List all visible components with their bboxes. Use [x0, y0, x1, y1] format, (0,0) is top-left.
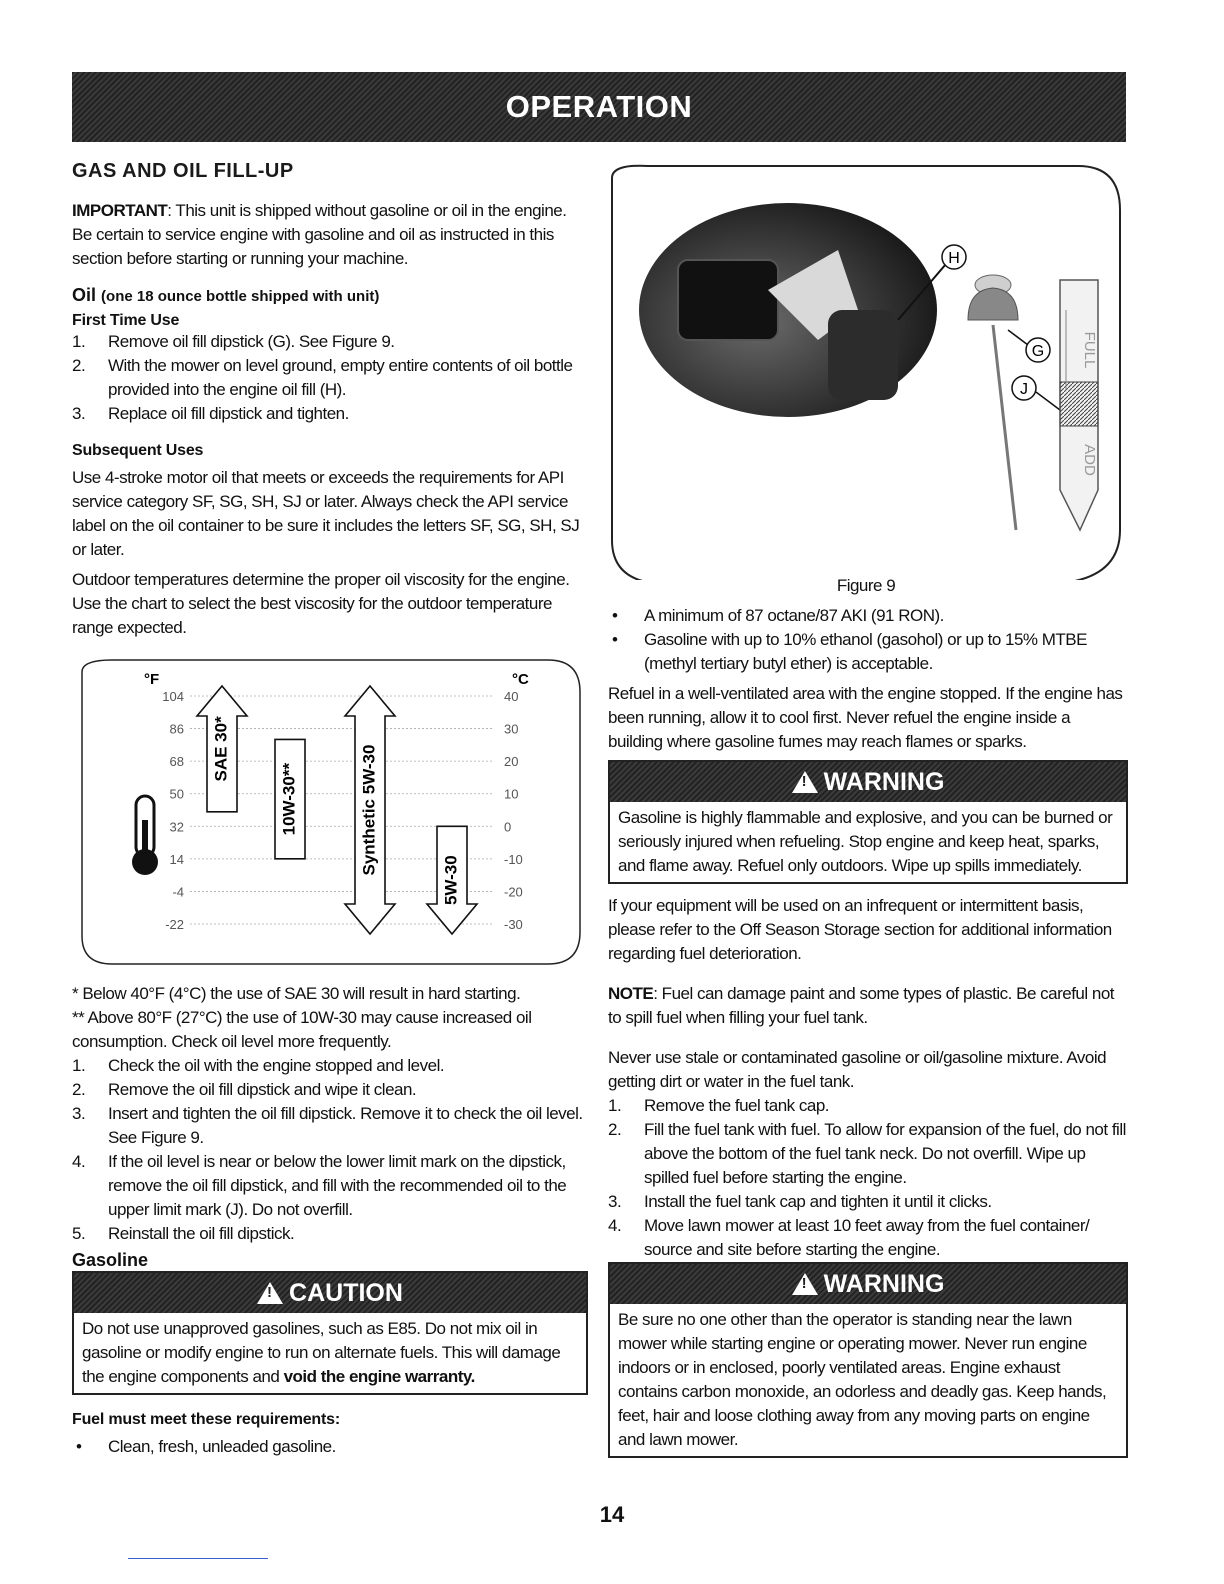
- bullet-text: Clean, fresh, unleaded gasoline.: [108, 1437, 336, 1456]
- step-text: Fill the fuel tank with fuel. To allow for expansion of the fuel, do not fill above the bottom of the fuel tank neck. Do not overfill. Wipe up spilled fuel before starting the engine.: [644, 1120, 1126, 1187]
- footnote-2: ** Above 80°F (27°C) the use of 10W-30 may cause increased oil consumption. Check oil level more frequently.: [72, 1008, 532, 1051]
- list-item: [72, 354, 588, 402]
- first-time-steps: [72, 330, 588, 426]
- c-tick-label: 40: [504, 689, 519, 704]
- list-item: [608, 1118, 1128, 1190]
- callout-j-label: J: [1020, 381, 1028, 398]
- subsequent-paragraph-1: Use 4-stroke motor oil that meets or exceeds the requirements for API service category SF, SG, SH, SJ or later. Always check the API service label on the oil container to be sure it includes the letters SF, SG, SH, SJ or later.: [72, 468, 580, 559]
- bullet-text: Gasoline with up to 10% ethanol (gasohol) or up to 15% MTBE (methyl tertiary butyl ether) is acceptable.: [644, 630, 1087, 673]
- callout-h-label: H: [948, 250, 960, 267]
- viscosity-bar-label: Synthetic 5W-30: [359, 744, 379, 876]
- oil-fill-port: [828, 310, 898, 400]
- list-item: [72, 330, 588, 354]
- step-text: Remove the fuel tank cap.: [644, 1096, 830, 1115]
- list-item: [72, 1078, 588, 1102]
- step-number: 3.: [72, 404, 86, 423]
- warning-head-label-2: WARNING: [823, 1269, 945, 1298]
- banner-title: OPERATION: [505, 89, 693, 124]
- warning-triangle-icon: [792, 771, 818, 793]
- c-tick-label: -20: [504, 884, 523, 900]
- page-number: 14: [599, 1502, 625, 1527]
- bullet-text: A minimum of 87 octane/87 AKI (91 RON).: [644, 606, 944, 625]
- c-tick-label: 30: [504, 721, 519, 737]
- f-tick-label: 50: [169, 786, 184, 802]
- important-label: IMPORTANT: [72, 201, 168, 220]
- c-tick-label: 0: [504, 819, 512, 835]
- gasoline-title: Gasoline: [72, 1250, 149, 1270]
- caution-box: [72, 1271, 588, 1395]
- caution-text-bold: void the engine warranty.: [283, 1367, 475, 1386]
- f-tick-label: -22: [165, 917, 184, 932]
- f-tick-label: -4: [172, 884, 184, 900]
- list-item: [608, 1214, 1128, 1262]
- left-column: [72, 160, 588, 1459]
- step-number: 1.: [72, 1056, 86, 1075]
- warning-triangle-icon: [792, 1273, 818, 1295]
- footer-rule: [128, 1558, 268, 1559]
- figure-caption: Figure 9: [836, 576, 896, 595]
- step-text: Remove the oil fill dipstick and wipe it clean.: [108, 1080, 417, 1099]
- bullet-icon: •: [76, 1437, 82, 1456]
- caution-header: [74, 1273, 586, 1313]
- warning-box-2: [608, 1262, 1128, 1458]
- oil-viscosity-chart: [72, 652, 588, 972]
- chart-svg: [72, 652, 588, 972]
- list-item: [72, 1054, 588, 1078]
- step-text: Replace oil fill dipstick and tighten.: [108, 404, 349, 423]
- c-unit-label: °C: [512, 671, 529, 688]
- dipstick-full-label: FULL: [1081, 331, 1098, 369]
- list-item: [72, 1102, 588, 1150]
- viscosity-bar-label: 10W-30**: [279, 762, 299, 836]
- warning-head-label-1: WARNING: [823, 767, 945, 796]
- c-tick-label: 10: [504, 786, 519, 802]
- f-tick-label: 14: [169, 851, 184, 867]
- step-number: 2.: [608, 1120, 622, 1139]
- caution-text: [82, 1317, 578, 1389]
- f-tick-label: 68: [169, 754, 184, 770]
- list-item: [608, 604, 1128, 628]
- list-item: [608, 1094, 1128, 1118]
- f-unit-label: °F: [144, 671, 160, 688]
- callout-g-label: G: [1031, 343, 1045, 360]
- oil-title: [72, 285, 588, 306]
- viscosity-bar-label: SAE 30*: [211, 716, 231, 782]
- step-number: 4.: [72, 1152, 86, 1171]
- warning-text-2: Be sure no one other than the operator is standing near the lawn mower while starting engine or operating mower. Never run engine indoors or in enclosed, poorly ventilated areas. Engine exhaust contains carbon monoxide, an odorless and deadly gas. Keep hands, feet, hair and loose clothing away from any moving parts on engine and lawn mower.: [618, 1310, 1107, 1449]
- stale-fuel-paragraph: Never use stale or contaminated gasoline or oil/gasoline mixture. Avoid getting dirt or water in the fuel tank.: [608, 1048, 1107, 1091]
- list-item: [72, 1150, 588, 1222]
- viscosity-bar-label: 5W-30: [441, 855, 461, 906]
- figure-9: [608, 160, 1124, 580]
- step-number: 1.: [72, 332, 86, 351]
- step-number: 4.: [608, 1216, 622, 1235]
- step-text: Check the oil with the engine stopped and level.: [108, 1056, 445, 1075]
- warning-text-1: Gasoline is highly flammable and explosive, and you can be burned or seriously injured when refueling. Stop engine and keep heat, sparks, and flame away. Refuel only outdoors. Wipe up spills immediately.: [618, 808, 1113, 875]
- footnote-1: * Below 40°F (4°C) the use of SAE 30 will result in hard starting.: [72, 984, 521, 1003]
- figure-9-illustration: [608, 160, 1124, 580]
- warning-header-2: [610, 1264, 1126, 1304]
- step-number: 5.: [72, 1224, 86, 1243]
- list-item: [608, 1190, 1128, 1214]
- note-text: : Fuel can damage paint and some types of plastic. Be careful not to spill fuel when filling your fuel tank.: [608, 984, 1115, 1027]
- step-text: If the oil level is near or below the lower limit mark on the dipstick, remove the oil fill dipstick, and fill with the recommended oil to the upper limit mark (J). Do not overfill.: [108, 1152, 567, 1219]
- fueling-steps: [608, 1094, 1128, 1262]
- fuel-requirements-title: Fuel must meet these requirements:: [72, 1411, 340, 1428]
- list-item: [72, 1435, 588, 1459]
- warning-box-1: [608, 760, 1128, 884]
- f-tick-label: 86: [169, 721, 184, 737]
- subsequent-title: Subsequent Uses: [72, 442, 204, 459]
- check-oil-steps: [72, 1054, 588, 1246]
- important-text: : This unit is shipped without gasoline or oil in the engine. Be certain to service engine with gasoline and oil as instructed in this section before starting or running your machine.: [72, 201, 567, 268]
- step-number: 3.: [608, 1192, 622, 1211]
- caution-text-main: Do not use unapproved gasolines, such as E85. Do not mix oil in gasoline or modify engine to run on alternate fuels. This will damage the engine components and: [82, 1319, 561, 1386]
- step-number: 2.: [72, 356, 86, 375]
- list-item: [72, 402, 588, 426]
- bullet-icon: •: [612, 630, 618, 649]
- step-text: Insert and tighten the oil fill dipstick. Remove it to check the oil level. See Figure 9.: [108, 1104, 583, 1147]
- step-text: With the mower on level ground, empty entire contents of oil bottle provided into the engine oil fill (H).: [108, 356, 573, 399]
- step-number: 2.: [72, 1080, 86, 1099]
- step-text: Install the fuel tank cap and tighten it until it clicks.: [644, 1192, 992, 1211]
- refuel-paragraph: Refuel in a well-ventilated area with the engine stopped. If the engine has been running, allow it to cool first. Never refuel the engine inside a building where gasoline fumes may reach flames or sparks.: [608, 684, 1123, 751]
- oil-title-text: Oil: [72, 285, 97, 305]
- c-tick-label: -30: [504, 917, 523, 932]
- list-item: [608, 628, 1128, 676]
- step-text: Remove oil fill dipstick (G). See Figure 9.: [108, 332, 395, 351]
- gasoline-bullets: [608, 604, 1128, 676]
- list-item: [72, 1222, 588, 1246]
- oil-note: (one 18 ounce bottle shipped with unit): [101, 288, 380, 305]
- f-tick-label: 104: [162, 689, 184, 704]
- warning-triangle-icon: [257, 1282, 283, 1304]
- step-text: Move lawn mower at least 10 feet away from the fuel container/ source and site before starting the engine.: [644, 1216, 1090, 1259]
- caution-head-label: CAUTION: [289, 1278, 403, 1307]
- thermometer-bulb: [132, 849, 158, 875]
- important-paragraph: [72, 199, 588, 271]
- step-number: 1.: [608, 1096, 622, 1115]
- bullet-icon: •: [612, 606, 618, 625]
- note-label: NOTE: [608, 984, 654, 1003]
- step-number: 3.: [72, 1104, 86, 1123]
- dipstick-rod: [993, 325, 1016, 530]
- dipstick-add-label: ADD: [1081, 444, 1098, 476]
- section-title: GAS AND OIL FILL-UP: [72, 160, 294, 182]
- oil-bottle: [678, 260, 778, 340]
- right-column: [608, 160, 1128, 1458]
- warning-header-1: [610, 762, 1126, 802]
- c-tick-label: 20: [504, 754, 519, 770]
- infrequent-paragraph: If your equipment will be used on an infrequent or intermittent basis, please refer to the Off Season Storage section for additional information regarding fuel deterioration.: [608, 896, 1112, 963]
- c-tick-label: -10: [504, 851, 523, 867]
- note-paragraph: [608, 982, 1128, 1030]
- operation-banner: [72, 72, 1126, 142]
- subsequent-paragraph-2: Outdoor temperatures determine the proper oil viscosity for the engine. Use the chart to select the best viscosity for the outdoor temperature range expected.: [72, 570, 570, 637]
- first-time-title: First Time Use: [72, 312, 180, 329]
- step-text: Reinstall the oil fill dipstick.: [108, 1224, 295, 1243]
- f-tick-label: 32: [169, 819, 184, 835]
- fuel-requirements-list: [72, 1435, 588, 1459]
